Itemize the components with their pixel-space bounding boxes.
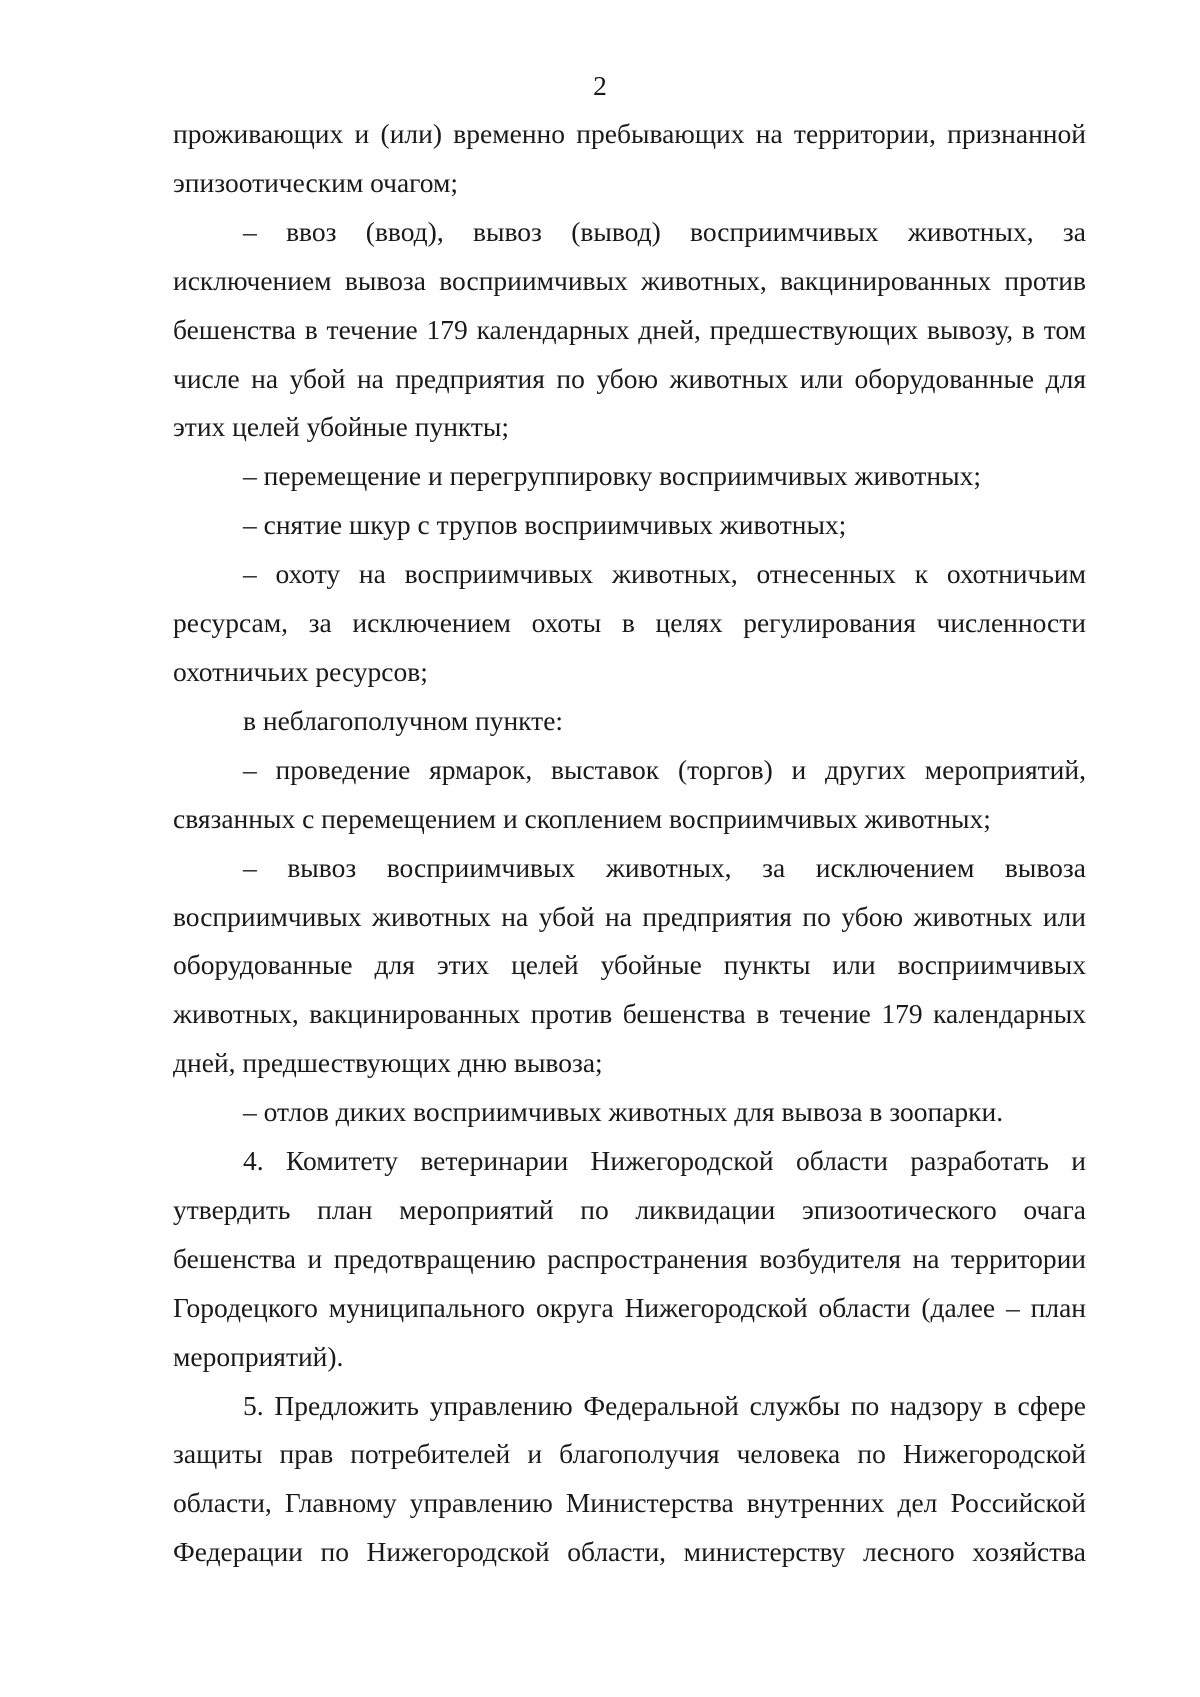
- page-number: 2: [593, 70, 607, 101]
- paragraph-restriction-export: – вывоз восприимчивых животных, за исключением вывоза восприимчивых животных на убой на предприятия по убою животных или оборудованные для этих целей убойные пункты или восприимчивых животных, вакцинированных против бешенства в течение 179 календарных дней, предшествующих дню вывоза;: [173, 851, 1086, 1079]
- paragraph-restriction-import-export: – ввоз (ввод), вывоз (вывод) восприимчивых животных, за исключением вывоза восприимчивых животных, вакцинированных против бешенства в течение 179 календарных дней, предшествующих вывозу, в том числе на убой на предприятия по убою животных или оборудованные для этих целей убойные пункты;: [173, 215, 1086, 443]
- paragraph-continuation: проживающих и (или) временно пребывающих на территории, признанной эпизоотическим очагом;: [173, 118, 1086, 198]
- document-body: [173, 110, 1086, 1577]
- paragraph-restriction-fairs: – проведение ярмарок, выставок (торгов) и других мероприятий, связанных с перемещением и скоплением восприимчивых животных;: [173, 753, 1086, 834]
- paragraph-restriction-regrouping: – перемещение и перегруппировку восприимчивых животных;: [243, 460, 982, 492]
- paragraph-item-5: 5. Предложить управлению Федеральной службы по надзору в сфере защиты прав потребителей и благополучия человека по Нижегородской области, Главному управлению Министерства внутренних дел Российской Федерации по Нижегородской области, министерству лесного хозяйства: [173, 1389, 1086, 1568]
- paragraph-unfavorable-point-heading: в неблагополучном пункте:: [243, 704, 564, 736]
- paragraph-restriction-skinning: – снятие шкур с трупов восприимчивых животных;: [243, 509, 847, 541]
- paragraph-restriction-hunting: – охоту на восприимчивых животных, отнесенных к охотничьим ресурсам, за исключением охоты в целях регулирования численности охотничьих ресурсов;: [173, 558, 1086, 687]
- paragraph-item-4: 4. Комитету ветеринарии Нижегородской области разработать и утвердить план мероприятий по ликвидации эпизоотического очага бешенства и предотвращению распространения возбудителя на территории Городецкого муниципального округа Нижегородской области (далее – план мероприятий).: [173, 1145, 1086, 1372]
- paragraph-restriction-capture: – отлов диких восприимчивых животных для вывоза в зоопарки.: [243, 1096, 1004, 1128]
